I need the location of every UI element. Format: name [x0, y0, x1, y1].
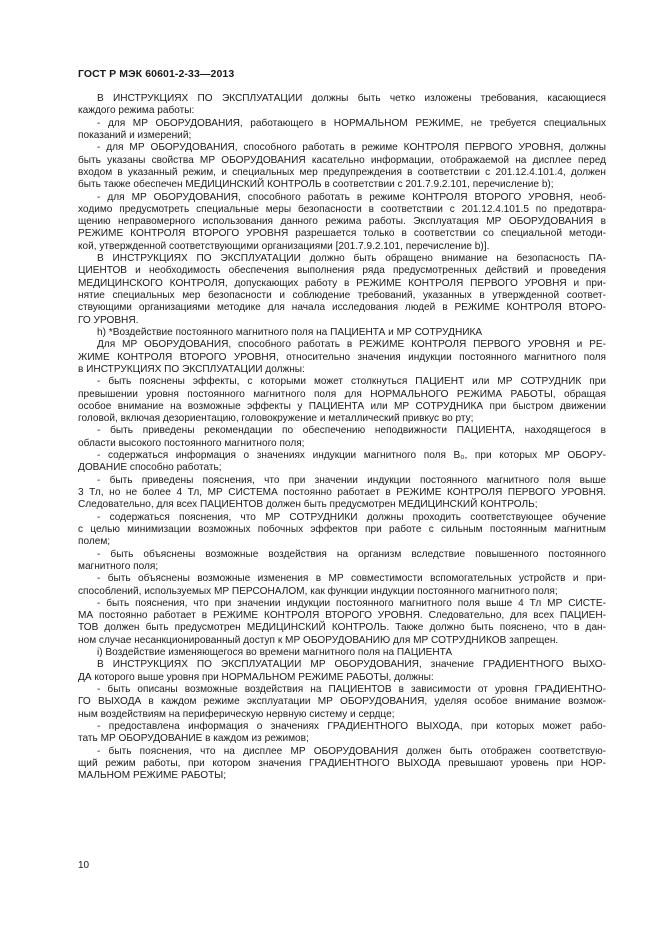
text-line: ДА которого выше уровня при НОРМАЛЬНОМ РЕЖИМЕ РАБОТЫ, должны:	[78, 671, 434, 683]
text-line: ЦИЕНТОВ и необходимость обеспечения выполнения ряда предусмотренных действий и проведения	[78, 265, 606, 277]
text-line: В ИНСТРУКЦИЯХ ПО ЭКСПЛУАТАЦИИ должно быть обращено внимание на безопасность ПА-	[97, 253, 606, 265]
text-line: h) *Воздействие постоянного магнитного поля на ПАЦИЕНТА и МР СОТРУДНИКА	[97, 326, 483, 338]
text-line: входом в указанный режим, и специальных мер предупреждения в соответствии с 201.12.4.101.4, должен	[78, 166, 606, 178]
text-line: Для МР ОБОРУДОВАНИЯ, способного работать в РЕЖИМЕ КОНТРОЛЯ ПЕРВОГО УРОВНЯ и РЕ-	[97, 339, 606, 351]
document-header: ГОСТ Р МЭК 60601-2-33—2013	[78, 68, 235, 80]
text-line: 3 Тл, но не более 4 Тл, МР СИСТЕМА постоянно работает в РЕЖИМЕ КОНТРОЛЯ ПЕРВОГО УРОВНЯ.	[78, 487, 606, 498]
text-line: кой, утвержденной соответствующими организациями [201.7.9.2.101, перечисление b)].	[78, 240, 490, 252]
text-line: ствующими организациями методике для начала исследования людей в РЕЖИМЕ КОНТРОЛЯ ВТОРО-	[78, 302, 606, 314]
text-line: - содержаться пояснения, что МР СОТРУДНИКИ должны проходить соответствующее обучение	[97, 511, 606, 523]
text-line: головой, включая дезориентацию, головокружение и металлический привкус во рту;	[78, 413, 474, 425]
text-line: тать МР ОБОРУДОВАНИЕ в каждом из режимов;	[78, 733, 309, 745]
text-line: Следовательно, для всех ПАЦИЕНТОВ должен быть предусмотрен МЕДИЦИНСКИЙ КОНТРОЛЬ;	[78, 499, 538, 511]
text-line: магнитного поля;	[78, 560, 159, 572]
text-line: ТОВ должен быть предусмотрен МЕДИЦИНСКИЙ КОНТРОЛЬ. Также должно быть пояснено, что в дан-	[78, 622, 606, 634]
text-line: с целью минимизации возможных побочных эффектов при работе с сильным постоянным магнитным	[78, 523, 606, 535]
text-line: ГО УРОВНЯ.	[78, 314, 139, 326]
text-line: щий режим работы, при котором значения ГРАДИЕНТНОГО ВЫХОДА превышают уровень при НОР-	[78, 757, 606, 769]
text-line: - быть пояснения, что при значении индукции постоянного магнитного поля выше 4 Тл МР СИСТЕ-	[97, 597, 606, 609]
text-line: щению неправомерного использования данного режима работы. Эксплуатация МР ОБОРУДОВАНИЯ в	[78, 216, 606, 228]
text-line: - предоставлена информация о значениях ГРАДИЕНТНОГО ВЫХОДА, при которых может рабо-	[97, 720, 606, 732]
text-line: - содержаться информация о значениях индукции магнитного поля B₀, при которых МР ОБОРУ-	[97, 450, 606, 462]
text-line: ном случае несанкционированный доступ к МР ОБОРУДОВАНИЮ для МР СОТРУДНИКОВ запрещен.	[78, 634, 559, 646]
text-line: в ИНСТРУКЦИЯХ ПО ЭКСПЛУАТАЦИИ должны:	[78, 363, 305, 375]
text-line: РЕЖИМЕ КОНТРОЛЯ ВТОРОГО УРОВНЯ разрешается только в соответствии со специальной методи-	[78, 228, 606, 240]
text-line: В ИНСТРУКЦИЯХ ПО ЭКСПЛУАТАЦИИ должны быть четко изложены требования, касающиеся	[97, 93, 606, 104]
text-line: каждого режима работы:	[78, 105, 195, 117]
text-line: - быть пояснены эффекты, с которыми может столкнуться ПАЦИЕНТ или МР СОТРУДНИК при	[97, 376, 606, 388]
text-line: МЕДИЦИНСКОГО КОНТРОЛЯ, допускающих работу в РЕЖИМЕ КОНТРОЛЯ ПЕРВОГО УРОВНЯ и при-	[78, 277, 606, 289]
text-line: области высокого постоянного магнитного поля;	[78, 437, 305, 449]
text-line: - быть объяснены возможные воздействия на организм вследствие повышенного постоянного	[97, 548, 606, 560]
text-line: - быть приведены пояснения, что при значении индукции постоянного магнитного поля выше	[97, 474, 606, 486]
text-line: особое внимание на возможные эффекты у ПАЦИЕНТА или МР СОТРУДНИКА при быстром движении	[78, 400, 606, 412]
text-line: способлений, используемых МР ПЕРСОНАЛОМ, как функции индукции постоянного магнитного поля;	[78, 585, 558, 597]
text-line: - быть объяснены возможные изменения в МР совместимости вспомогательных устройств и при-	[97, 573, 606, 585]
text-line: ГО ВЫХОДА в каждом режиме эксплуатации МР ОБОРУДОВАНИЯ, уделяя особое внимание возмож-	[78, 696, 606, 708]
document-body	[78, 93, 606, 783]
text-line: - быть описаны возможные воздействия на ПАЦИЕНТОВ в зависимости от уровня ГРАДИЕНТНО-	[97, 684, 606, 695]
text-line: МАЛЬНОМ РЕЖИМЕ РАБОТЫ;	[78, 770, 227, 782]
text-line: ЖИМЕ КОНТРОЛЯ ВТОРОГО УРОВНЯ, относительно значения индукции постоянного магнитного поля	[78, 351, 606, 363]
text-line: - для МР ОБОРУДОВАНИЯ, работающего в НОРМАЛЬНОМ РЕЖИМЕ, не требуется специальных	[97, 117, 606, 129]
text-line: нятие специальных мер безопасности и соблюдение требований, указанных в утвержденной соответ-	[78, 290, 606, 301]
text-line: превышении уровня постоянного магнитного поля для НОРМАЛЬНОГО РЕЖИМА РАБОТЫ, обращая	[78, 388, 606, 400]
text-line: i) Воздействие изменяющегося во времени магнитного поля на ПАЦИЕНТА	[97, 647, 453, 659]
text-line: В ИНСТРУКЦИЯХ ПО ЭКСПЛУАТАЦИИ МР ОБОРУДОВАНИЯ, значение ГРАДИЕНТНОГО ВЫХО-	[97, 659, 606, 671]
text-line: полем;	[78, 536, 111, 548]
text-line: ным воздействиям на периферическую нервную систему и сердце;	[78, 708, 395, 720]
text-line: МА постоянно работает в РЕЖИМЕ КОНТРОЛЯ ВТОРОГО УРОВНЯ. Следовательно, для всех ПАЦИЕН-	[78, 610, 606, 622]
text-line: - для МР ОБОРУДОВАНИЯ, способного работать в режиме КОНТРОЛЯ ВТОРОГО УРОВНЯ, необ-	[97, 191, 606, 203]
text-line: быть также обеспечен МЕДИЦИНСКИЙ КОНТРОЛЬ в соответствии с 201.7.9.2.101, перечисление b);	[78, 179, 554, 191]
text-line: ходимо предусмотреть специальные меры безопасности в соответствии с 201.12.4.101.5 по предотвра-	[78, 203, 606, 215]
text-line: - быть пояснения, что на дисплее МР ОБОРУДОВАНИЯ должен быть отображен соответствую-	[97, 745, 606, 757]
text-line: быть указаны свойства МР ОБОРУДОВАНИЯ касательно информации, отображаемой на дисплее перед	[78, 154, 606, 166]
page-number: 10	[78, 860, 90, 871]
text-line: ДОВАНИЕ способно работать;	[78, 462, 222, 474]
text-line: - быть приведены рекомендации по обеспечению неподвижности ПАЦИЕНТА, находящегося в	[97, 425, 606, 437]
text-line: показаний и измерений;	[78, 129, 192, 141]
text-line: - для МР ОБОРУДОВАНИЯ, способного работать в режиме КОНТРОЛЯ ПЕРВОГО УРОВНЯ, должны	[97, 142, 606, 154]
